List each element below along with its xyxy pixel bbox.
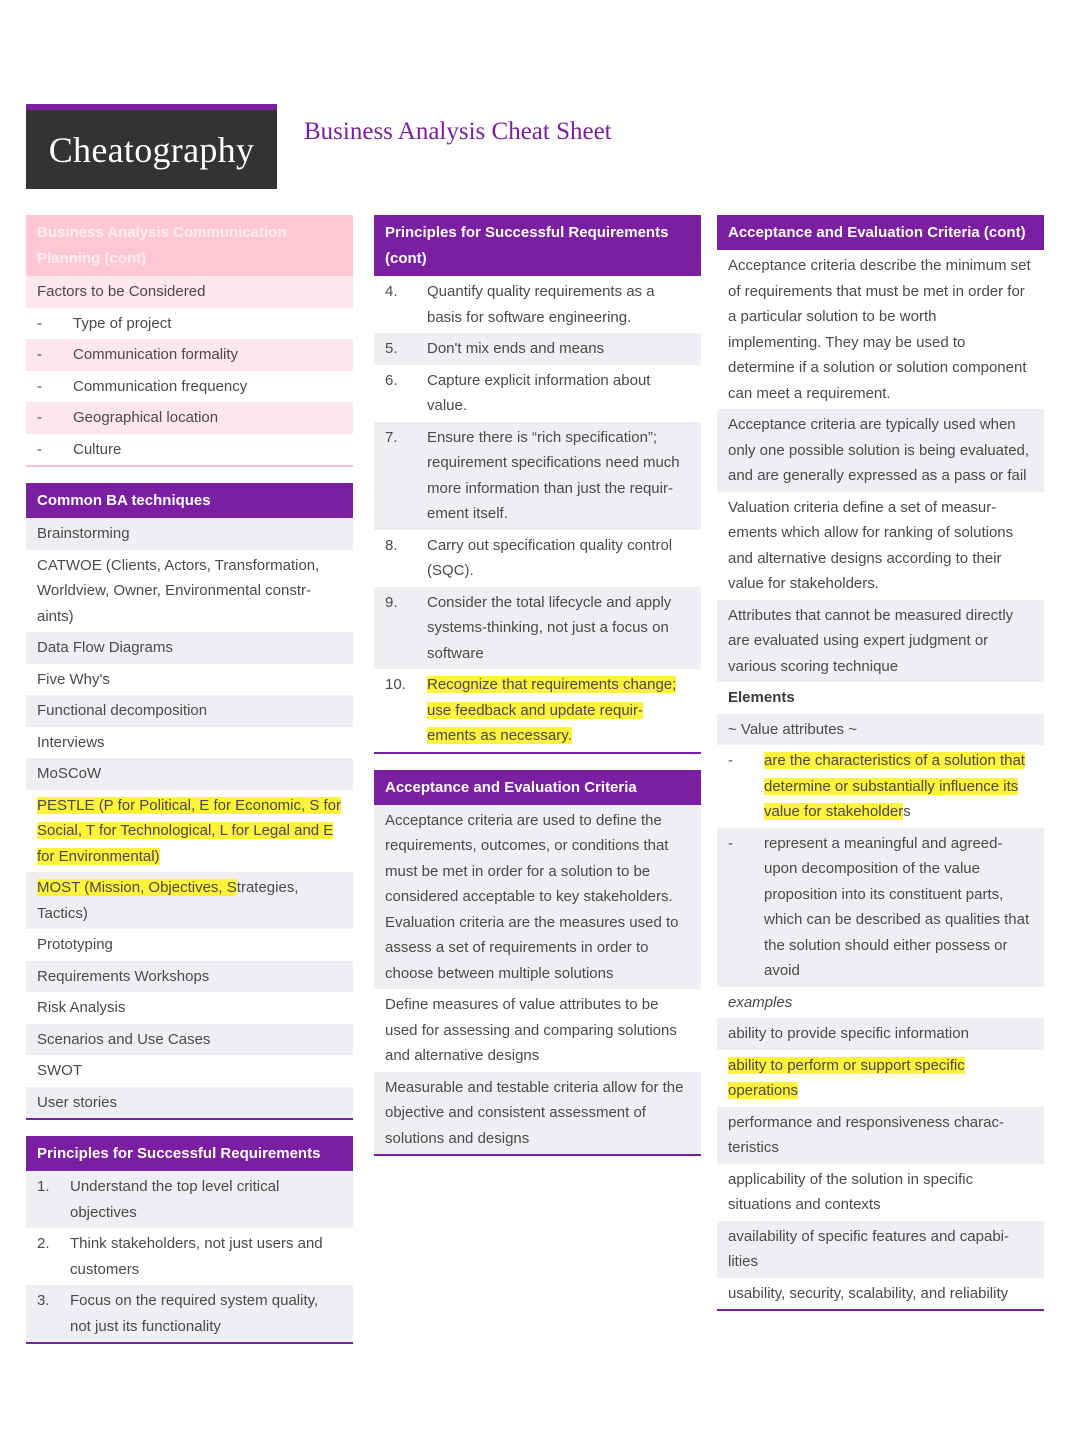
list-item: 2. Think stakeholders, not just users and customers <box>37 1235 323 1278</box>
list-item: 8. Carry out specification quality control (SQC). <box>385 536 673 579</box>
column-2 <box>374 215 701 1172</box>
list-item: User stories <box>26 1087 353 1119</box>
list-item: 7. Ensure there is “rich specification”; requirement specifications need much more information than just the requir- ement itself. <box>374 422 701 530</box>
section-title: Common BA techniques <box>26 483 353 518</box>
list-item: - Culture <box>26 434 353 466</box>
list-item: MOST (Mission, Objectives, Strategies, Tactics) <box>26 872 353 929</box>
list-item: Risk Analysis <box>37 999 126 1016</box>
list-item: applicability of the solution in specific situations and contexts <box>728 1170 974 1213</box>
section-title: Principles for Successful Requirements <box>26 1136 353 1171</box>
list-item: CATWOE (Clients, Actors, Transformation, Worldview, Owner, Environmental constr- aints) <box>37 556 320 625</box>
section-principles-cont <box>374 215 701 754</box>
column-3 <box>717 215 1044 1327</box>
highlighted-text: Recognize that requirements change; use feedback and update requir- ements as necessary. <box>427 676 677 744</box>
list-item: - Type of project <box>26 308 353 340</box>
list-item: performance and responsiveness charac- teristics <box>717 1107 1044 1164</box>
factors-label: Factors to be Considered <box>26 276 353 308</box>
sheet-title: Business Analysis Cheat Sheet <box>304 118 612 145</box>
list-item <box>26 790 353 873</box>
list-item: 3. Focus on the required system quality, not just its functionality <box>26 1285 353 1342</box>
list-item <box>717 1050 1044 1107</box>
highlighted-text: are the characteristics of a solution that determine or substantially influence its value for stakeholder <box>764 752 1025 820</box>
list-item: Data Flow Diagrams <box>26 632 353 664</box>
list-item: Interviews <box>37 733 105 751</box>
section-techniques <box>26 483 353 1120</box>
bullet-dash: - <box>37 409 42 426</box>
cheatography-logo[interactable] <box>26 104 277 189</box>
list-item: Functional decomposition <box>26 695 353 727</box>
list-item: - Communication frequency <box>26 371 353 403</box>
list-item: Brainstorming <box>26 518 353 550</box>
paragraph: Define measures of value attributes to be used for assessing and comparing solutions and alternative designs <box>385 996 677 1064</box>
list-item: - Communication formality <box>26 339 353 371</box>
section-title: Principles for Successful Requirements (cont) <box>374 215 701 276</box>
section-title: Acceptance and Evaluation Criteria <box>374 770 701 805</box>
examples-label: examples <box>728 993 793 1011</box>
paragraph: Attributes that cannot be measured directly are evaluated using expert judgment or various scoring technique <box>717 600 1044 683</box>
list-item: Prototyping <box>37 936 113 953</box>
list-item: 9. Consider the total lifecycle and apply systems-thinking, not just a focus on software <box>374 587 701 670</box>
value-attributes-label: ~ Value attributes ~ <box>717 714 1044 746</box>
paragraph: Measurable and testable criteria allow for the objective and consistent assessment of solutions and designs <box>374 1072 701 1155</box>
list-item: Requirements Workshops <box>26 961 353 993</box>
section-comm-planning <box>26 215 353 467</box>
highlighted-text: ability to perform or support specific operations <box>728 1056 965 1099</box>
list-item: - are the characteristics of a solution that determine or substantially influence its value for stakeholders <box>717 745 1044 828</box>
list-item: 6. Capture explicit information about value. <box>385 371 651 414</box>
list-item: 10. Recognize that requirements change; use feedback and update requir- ements as necessary. <box>385 676 677 744</box>
list-item: availability of specific features and capabi- lities <box>717 1221 1044 1278</box>
section-title: Business Analysis Communication Planning (cont) <box>26 215 353 276</box>
list-item: 4. Quantify quality requirements as a basis for software engineering. <box>385 283 655 326</box>
paragraph: Acceptance criteria are typically used when only one possible solution is being evaluated, and are generally expressed as a pass or fail <box>717 409 1044 492</box>
section-title: Acceptance and Evaluation Criteria (cont) <box>717 215 1044 250</box>
logo-text: Cheatography <box>48 129 255 170</box>
list-item: 1. Understand the top level critical objectives <box>26 1171 353 1228</box>
column-1 <box>26 215 353 1360</box>
section-acceptance <box>374 770 701 1157</box>
list-item: - represent a meaningful and agreed- upon decomposition of the value proposition into its constituent parts, which can be described as qualities that the solution should either possess or avoid <box>717 828 1044 987</box>
list-item: Scenarios and Use Cases <box>26 1024 353 1056</box>
bullet-dash: - <box>37 377 42 395</box>
paragraph: Valuation criteria define a set of measur- ements which allow for ranking of solutions and alternative designs according to their value for stakeholders. <box>728 498 1014 592</box>
paragraph: Acceptance criteria are used to define the requirements, outcomes, or conditions that must be met in order for a solution to be considered acceptable to key stakeholders. Evaluation criteria are the measures used to assess a set of requirements in order to choose between multiple solutions <box>374 805 701 990</box>
highlighted-text: MOST (Mission, Objectives, S <box>37 879 237 896</box>
bullet-dash: - <box>728 834 733 852</box>
list-item: - Geographical location <box>26 402 353 434</box>
bullet-dash: - <box>728 752 733 769</box>
list-item: 5. Don't mix ends and means <box>374 333 701 365</box>
list-item: ability to provide specific information <box>717 1018 1044 1050</box>
highlighted-text: PESTLE (P for Political, E for Economic, S for Social, T for Technological, L for Legal and E for Environmental) <box>37 796 341 865</box>
bullet-dash: - <box>37 314 42 332</box>
section-principles <box>26 1136 353 1344</box>
list-item: usability, security, scalability, and reliability <box>728 1284 1009 1302</box>
list-item: SWOT <box>37 1062 82 1079</box>
paragraph: Acceptance criteria describe the minimum set of requirements that must be met in order for a particular solution to be worth implementing. They may be used to determine if a solution or solution component can meet a requirement. <box>728 257 1031 402</box>
elements-label: Elements <box>728 689 795 706</box>
bullet-dash: - <box>37 440 42 458</box>
section-acceptance-cont <box>717 215 1044 1311</box>
bullet-dash: - <box>37 346 42 363</box>
list-item: MoSCoW <box>26 758 353 790</box>
list-item: Five Why's <box>37 670 110 688</box>
